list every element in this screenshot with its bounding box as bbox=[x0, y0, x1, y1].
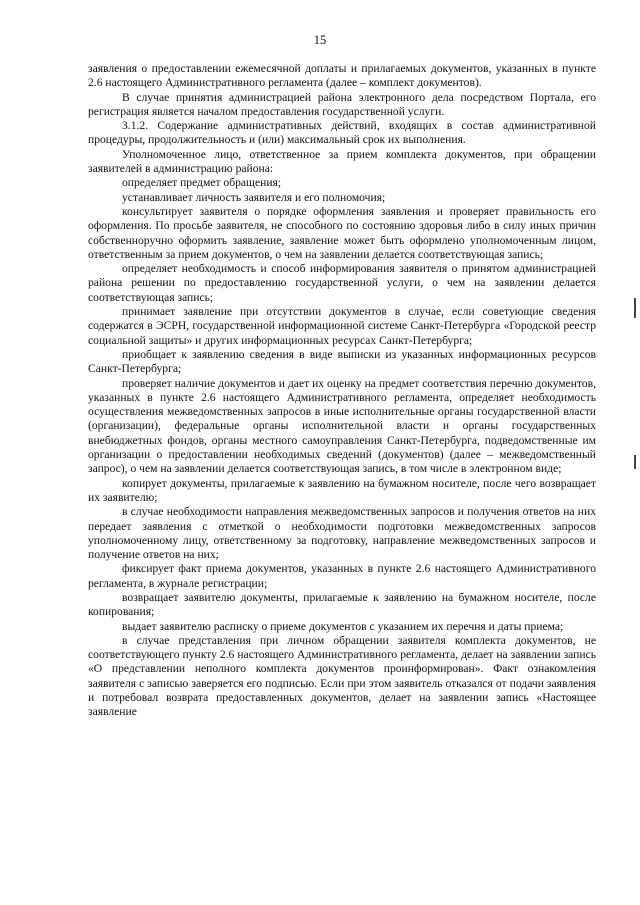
page-number: 15 bbox=[313, 33, 327, 47]
list-item-interagency: в случае необходимости направления межведомственных запросов и получения ответов на них передает заявления с отметкой о необходимости подготовки межведомственных запросов уполномоченному лицу, ответственному за подготовку, направление межведомственных запросов и получение ответов на них; bbox=[88, 505, 596, 562]
list-item-identity: устанавливает личность заявителя и его полномочия; bbox=[122, 190, 386, 204]
scan-artifact bbox=[634, 455, 636, 469]
paragraph-portal-registration: В случае принятия администрацией района электронного дела посредством Портала, его регистрация является началом предоставления государственной услуги. bbox=[88, 90, 596, 118]
scan-artifact bbox=[634, 298, 636, 318]
list-item-incomplete: в случае представления при личном обращении заявителя комплекта документов, не соответствующего пункту 2.6 настоящего Административного регламента, делает на заявлении запись «О представлении неполного комплекта документов проинформирован». Факт ознакомления заявителя с записью заверяется его подписью. Если при этом заявитель отказался от подачи заявления и потребовал возврата предоставленных документов, делает на заявлении запись «Настоящее заявление bbox=[88, 633, 596, 719]
list-item-accepts: принимает заявление при отсутствии документов в случае, если советующие сведения содержатся в ЭСРН, государственной информационной системе Санкт-Петербурга «Городской реестр социальной защиты» и других информационных ресурсах Санкт-Петербурга; bbox=[88, 305, 596, 347]
list-item-subject: определяет предмет обращения; bbox=[122, 176, 282, 190]
list-item-attaches: приобщает к заявлению сведения в виде выписки из указанных информационных ресурсов Санкт-Петербурга; bbox=[88, 347, 596, 376]
list-item-returns: возвращает заявителю документы, прилагаемые к заявлению на бумажном носителе, после копирования; bbox=[88, 590, 596, 619]
list-item-records: фиксирует факт приема документов, указанных в пункте 2.6 настоящего Административного регламента, в журнале регистрации; bbox=[88, 562, 596, 590]
list-item-copies: копирует документы, прилагаемые к заявлению на бумажном носителе, после чего возвращает их заявителю; bbox=[88, 476, 596, 504]
list-item-checks: проверяет наличие документов и дает их оценку на предмет соответствия перечню документов, указанных в пункте 2.6 настоящего Административного регламента, определяет необходимость осуществления межведомственных запросов в иные исполнительные органы государственной власти (организации), федеральные органы исполнительной власти и органы государственных внебюджетных фондов, органы местного самоуправления Санкт-Петербурга, подведомственные им организации о предоставлении необходимых сведений (документов) (далее – межведомственный запрос), о чем на заявлении делается соответствующая запись, в том числе в электронном виде; bbox=[88, 376, 596, 476]
paragraph-continuation: заявления о предоставлении ежемесячной доплаты и прилагаемых документов, указанных в пункте 2.6 настоящего Административного регламента (далее – комплект документов). bbox=[88, 62, 596, 90]
list-item-receipt: выдает заявителю расписку о приеме документов с указанием их перечня и даты приема; bbox=[122, 619, 564, 633]
list-item-consults: консультирует заявителя о порядке оформления заявления и проверяет правильность его оформления. По просьбе заявителя, не способного по состоянию здоровья либо в силу иных причин собственноручно оформить заявление, заявление может быть оформлено уполномоченным лицом, ответственным за прием документов, о чем на заявлении делается соответствующая запись; bbox=[88, 204, 596, 261]
paragraph-section-3-1-2: 3.1.2. Содержание административных действий, входящих в состав административной процедуры, продолжительность и (или) максимальный срок их выполнения. bbox=[88, 119, 596, 147]
document-body bbox=[88, 62, 596, 720]
list-item-informing: определяет необходимость и способ информирования заявителя о принятом администрацией района решении по предоставлению государственной услуги, о чем на заявлении делается соответствующая запись; bbox=[88, 262, 596, 304]
paragraph-authorized-person: Уполномоченное лицо, ответственное за прием комплекта документов, при обращении заявителей в администрацию района: bbox=[88, 147, 596, 176]
